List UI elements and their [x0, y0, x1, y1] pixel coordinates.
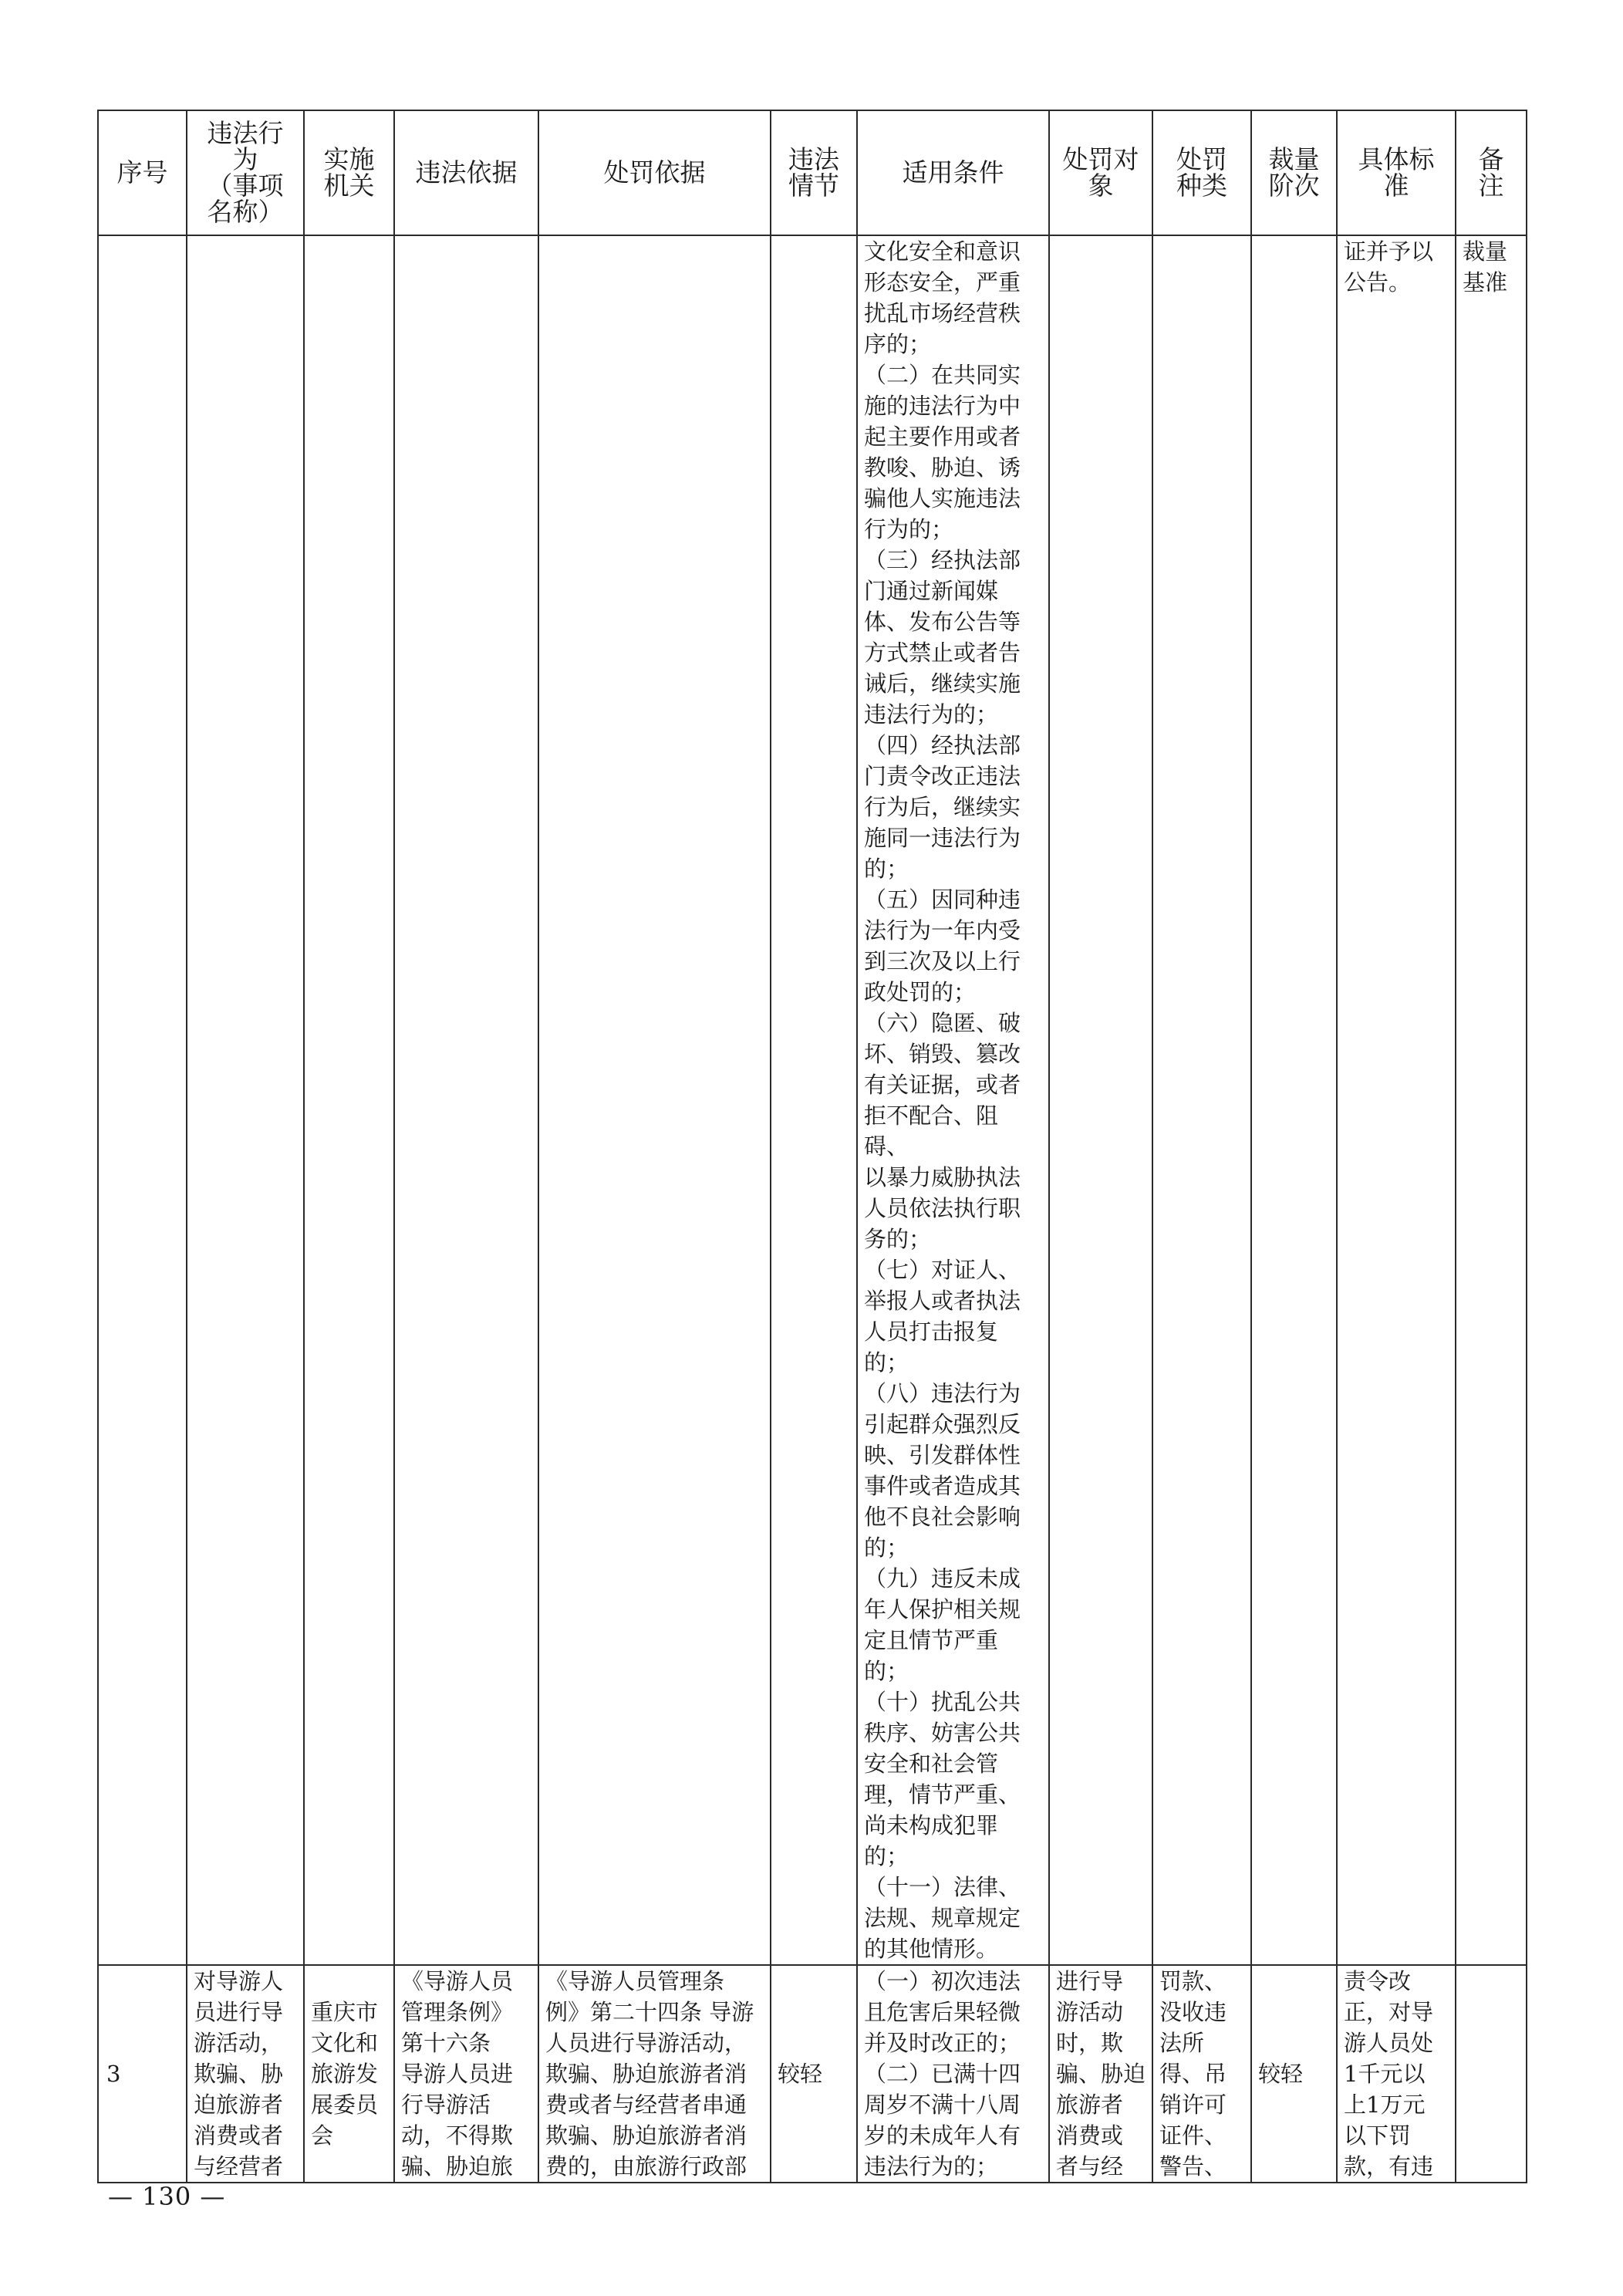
cell-standard: 责令改 正，对导 游人员处 1千元以 上1万元 以下罚 款，有违 — [1337, 1965, 1456, 2183]
cell-empty — [394, 235, 538, 1965]
header-penalty-type: 处罚 种类 — [1152, 110, 1251, 235]
cell-penalty-basis: 《导游人员管理条 例》第二十四条 导游 人员进行导游活动， 欺骗、胁迫旅游者消 费或者与经营者串通 欺骗、胁迫旅游者消 费的，由旅游行政部 — [538, 1965, 771, 2183]
header-seq: 序号 — [98, 110, 187, 235]
penalty-discretion-table — [97, 110, 1527, 2183]
cell-item: 对导游人 员进行导 游活动， 欺骗、胁 迫旅游者 消费或者 与经营者 — [187, 1965, 304, 2183]
cell-remark — [1456, 1965, 1527, 2183]
cell-empty — [771, 235, 857, 1965]
page-number: — 130 — — [108, 2182, 226, 2211]
cell-empty — [98, 235, 187, 1965]
table-header-row — [98, 110, 1527, 235]
header-conditions: 适用条件 — [857, 110, 1049, 235]
cell-empty — [538, 235, 771, 1965]
header-level: 裁量 阶次 — [1251, 110, 1337, 235]
cell-penalty-type: 罚款、 没收违 法所 得、吊 销许可 证件、 警告、 — [1152, 1965, 1251, 2183]
cell-standard: 证并予以 公告。 — [1337, 235, 1456, 1965]
cell-agency: 重庆市 文化和 旅游发 展委员 会 — [304, 1965, 394, 2183]
cell-level: 较轻 — [1251, 1965, 1337, 2183]
header-item: 违法行 为 （事项 名称） — [187, 110, 304, 235]
cell-circumstance: 较轻 — [771, 1965, 857, 2183]
cell-conditions: 文化安全和意识 形态安全，严重 扰乱市场经营秩 序的； （二）在共同实 施的违法行为中 起主要作用或者 教唆、胁迫、诱 骗他人实施违法 行为的； （三）经执法部 门通过新闻媒 体、发布公告等 方式禁止或者告 诫后，继续实施 违法行为的； （四）经执法部 门责令改正违法 行为后，继续实 施同一违法行为 的； （五）因同种违 法行为一年内受 到三次及以上行 政处罚的； （六）隐匿、破 坏、销毁、篡改 有关证据，或者 拒不配合、阻碍、 以暴力威胁执法 人员依法执行职 务的； （七）对证人、 举报人或者执法 人员打击报复 的； （八）违法行为 引起群众强烈反 映、引发群体性 事件或者造成其 他不良社会影响 的； （九）违反未成 年人保护相关规 定且情节严重 的； （十）扰乱公共 秩序、妨害公共 安全和社会管 理，情节严重、 尚未构成犯罪 的； （十一）法律、 法规、规章规定 的其他情形。 — [857, 235, 1049, 1965]
cell-target: 进行导 游活动 时，欺 骗、胁迫 旅游者 消费或 者与经 — [1049, 1965, 1152, 2183]
header-remark: 备 注 — [1456, 110, 1527, 235]
cell-conditions: （一）初次违法 且危害后果轻微 并及时改正的； （二）已满十四 周岁不满十八周 岁的未成年人有 违法行为的； — [857, 1965, 1049, 2183]
header-standard: 具体标 准 — [1337, 110, 1456, 235]
header-circumstance: 违法 情节 — [771, 110, 857, 235]
cell-empty — [187, 235, 304, 1965]
header-target: 处罚对 象 — [1049, 110, 1152, 235]
cell-empty — [1251, 235, 1337, 1965]
cell-violation-basis: 《导游人员 管理条例》 第十六条 导游人员进 行导游活 动，不得欺 骗、胁迫旅 — [394, 1965, 538, 2183]
header-agency: 实施 机关 — [304, 110, 394, 235]
header-penalty-basis: 处罚依据 — [538, 110, 771, 235]
header-violation-basis: 违法依据 — [394, 110, 538, 235]
cell-seq: 3 — [98, 1965, 187, 2183]
cell-remark: 裁量 基准 — [1456, 235, 1527, 1965]
cell-empty — [1049, 235, 1152, 1965]
table-row-3 — [98, 1965, 1527, 2183]
cell-empty — [304, 235, 394, 1965]
table-row-continued — [98, 235, 1527, 1965]
cell-empty — [1152, 235, 1251, 1965]
